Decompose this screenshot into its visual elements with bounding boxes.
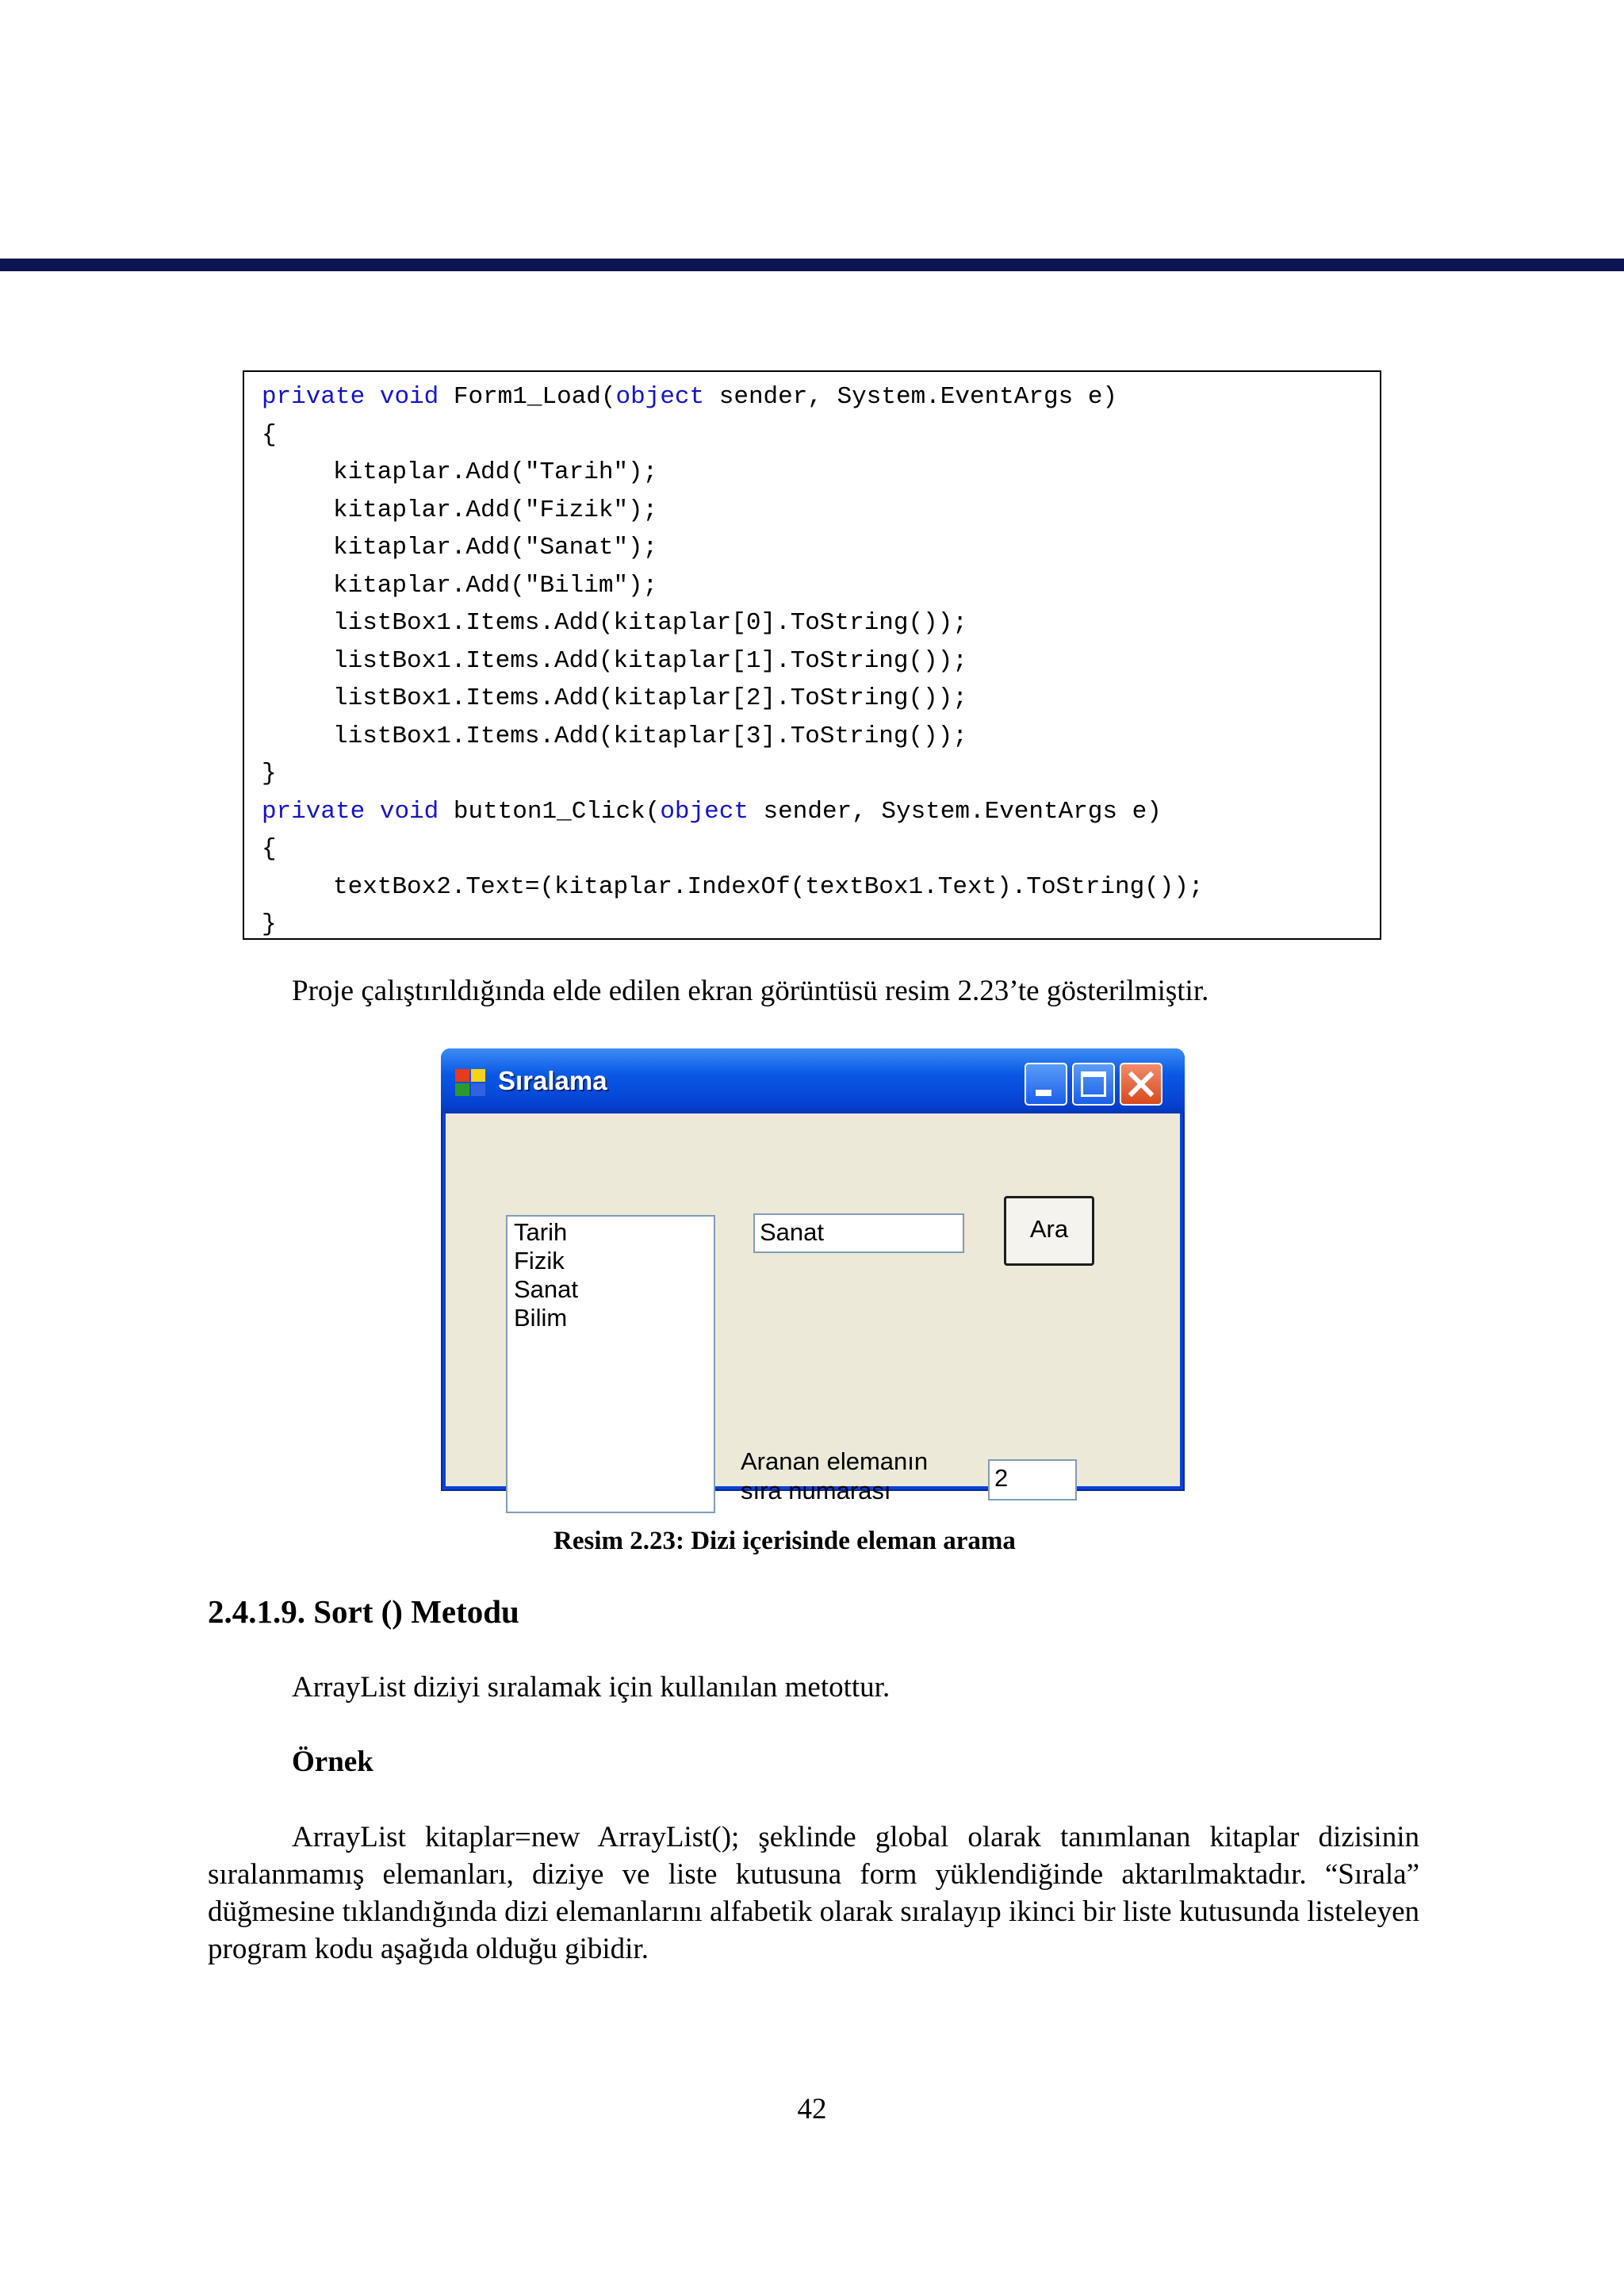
minimize-button[interactable]: [1025, 1063, 1067, 1106]
code-line-12: [262, 793, 1380, 831]
close-button[interactable]: [1120, 1063, 1162, 1106]
paragraph-2: ArrayList kitaplar=new ArrayList(); şeklinde global olarak tanımlanan kitaplar dizisinin sıralanmamış elemanları, diziye ve liste kutusuna form yüklendiğinde aktarılmaktadır. “Sırala” düğmesine tıklandığında dizi elemanlarını alfabetik olarak sıralayıp ikinci bir liste kutusunda listeleyen program kodu aşağıda olduğu gibidir.: [208, 1821, 1419, 1965]
result-label-line: Aranan elemanın: [741, 1447, 929, 1475]
minimize-icon: [1036, 1090, 1051, 1096]
maximize-icon: [1081, 1071, 1106, 1097]
code-keyword: void: [379, 383, 439, 411]
code-line-13: {: [262, 835, 277, 863]
header-rule: [0, 259, 1624, 271]
code-space: [365, 798, 380, 826]
paragraph-1: ArrayList diziyi sıralamak için kullanılan metottur.: [292, 1671, 891, 1704]
code-line-1: [262, 378, 1380, 416]
app-icon: [455, 1069, 487, 1096]
code-keyword: void: [379, 797, 439, 826]
code-keyword: object: [660, 797, 749, 826]
code-line-5: kitaplar.Add("Sanat");: [333, 534, 658, 562]
figure-caption: Resim 2.23: Dizi içerisinde eleman arama: [553, 1527, 1016, 1555]
code-line-7: listBox1.Items.Add(kitaplar[0].ToString());: [333, 609, 967, 637]
code-keyword: private: [262, 797, 366, 826]
window-title: Sıralama: [498, 1066, 607, 1095]
code-text: button1_Click(: [439, 797, 661, 826]
code-line-9: listBox1.Items.Add(kitaplar[2].ToString());: [333, 684, 967, 712]
code-line-2: {: [262, 420, 277, 449]
list-item[interactable]: Fizik: [514, 1247, 565, 1274]
example-heading: Örnek: [292, 1746, 373, 1778]
code-line-3: kitaplar.Add("Tarih");: [333, 458, 658, 486]
code-line-4: kitaplar.Add("Fizik");: [333, 496, 658, 524]
page-number: 42: [797, 2093, 827, 2125]
list-item[interactable]: Bilim: [514, 1304, 568, 1332]
result-label-line: sıra numarası: [741, 1477, 891, 1504]
code-space: [365, 383, 380, 411]
list-item[interactable]: Tarih: [514, 1218, 568, 1246]
code-text: Form1_Load(: [439, 383, 616, 411]
maximize-button[interactable]: [1072, 1063, 1115, 1106]
window-client-area: [446, 1113, 1180, 1504]
intro-paragraph: Proje çalıştırıldığında elde edilen ekran görüntüsü resim 2.23’te gösterilmiştir.: [292, 975, 1209, 1007]
section-heading: 2.4.1.9. Sort () Metodu: [208, 1593, 519, 1630]
code-keyword: private: [262, 383, 366, 411]
search-button[interactable]: Ara: [1004, 1196, 1094, 1266]
code-line-15: }: [262, 910, 277, 938]
code-line-11: }: [262, 760, 277, 788]
app-window: [441, 1048, 1185, 1504]
window-title-bar[interactable]: [441, 1048, 1185, 1113]
code-block: [243, 370, 1381, 940]
code-text: sender, System.EventArgs e): [704, 383, 1118, 411]
list-box[interactable]: [506, 1215, 715, 1513]
code-line-8: listBox1.Items.Add(kitaplar[1].ToString());: [333, 646, 967, 675]
code-keyword: object: [615, 383, 705, 411]
result-field[interactable]: 2: [988, 1459, 1077, 1501]
list-item[interactable]: Sanat: [514, 1275, 579, 1303]
close-icon: [1121, 1064, 1161, 1104]
search-input[interactable]: Sanat: [753, 1213, 964, 1253]
code-text: sender, System.EventArgs e): [748, 797, 1162, 826]
code-line-10: listBox1.Items.Add(kitaplar[3].ToString());: [333, 722, 967, 750]
result-label: [741, 1447, 947, 1505]
code-line-14: textBox2.Text=(kitaplar.IndexOf(textBox1.Text).ToString());: [333, 872, 1204, 901]
code-line-6: kitaplar.Add("Bilim");: [333, 571, 658, 600]
